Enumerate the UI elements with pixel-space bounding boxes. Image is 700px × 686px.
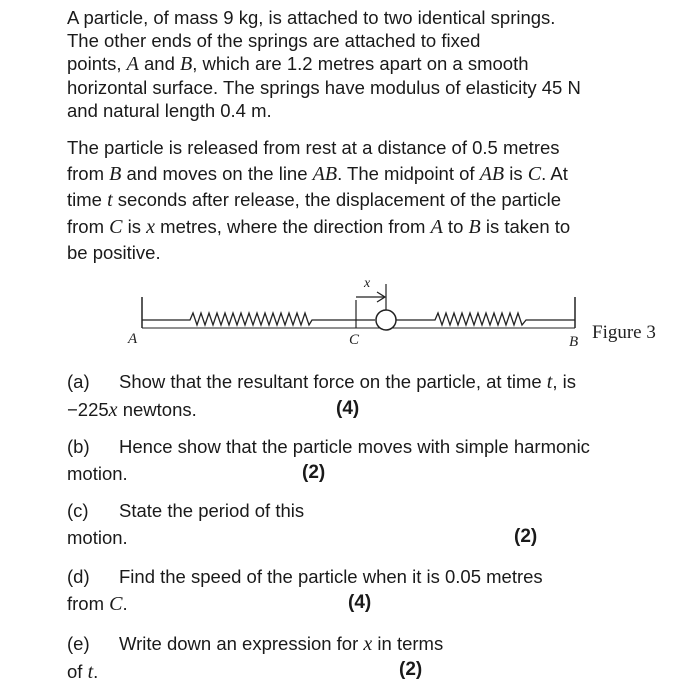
question-e: (e) Write down an expression for x in terms of t. [67,633,444,683]
marks-c: (2) [514,526,538,547]
marks-d: (4) [348,592,372,613]
question-d: (d) Find the speed of the particle when it is 0.05 metres from C. [67,566,543,615]
left-spring [142,313,375,325]
question-b: (b) Hence show that the particle moves with simple harmonic motion. [67,436,590,484]
setup-line-5: be positive. [67,242,161,263]
marks-b: (2) [302,462,326,483]
setup-line-2: from B and moves on the line AB. The midpoint of AB is C. At [67,162,568,185]
intro-line-2: The other ends of the springs are attached to fixed [67,30,481,51]
setup-line-1: The particle is released from rest at a distance of 0.5 metres [67,137,560,158]
label-C: C [349,332,360,348]
label-B: B [569,334,579,350]
intro-line-1: A particle, of mass 9 kg, is attached to two identical springs. [67,7,556,28]
right-spring [396,313,575,325]
setup-line-3: time t seconds after release, the displacement of the particle [67,189,562,211]
label-A: A [128,331,138,347]
spring-diagram [0,270,700,350]
intro-line-5: and natural length 0.4 m. [67,100,272,121]
label-x: x [364,276,371,291]
marks-e: (2) [399,659,423,680]
question-c: (c) State the period of this motion. [67,500,305,548]
setup-line-4: from C is x metres, where the direction from A to B is taken to [67,215,571,238]
marks-a: (4) [336,398,360,419]
particle [376,310,396,330]
setup-paragraph [67,135,667,266]
intro-paragraph [67,6,667,122]
question-a: (a) Show that the resultant force on the particle, at time t, is −225x newtons. [67,371,576,421]
intro-line-4: horizontal surface. The springs have modulus of elasticity 45 N [67,77,581,98]
intro-line-3: points, A and B, which are 1.2 metres apart on a smooth [67,53,529,75]
figure-caption: Figure 3 [592,322,656,343]
